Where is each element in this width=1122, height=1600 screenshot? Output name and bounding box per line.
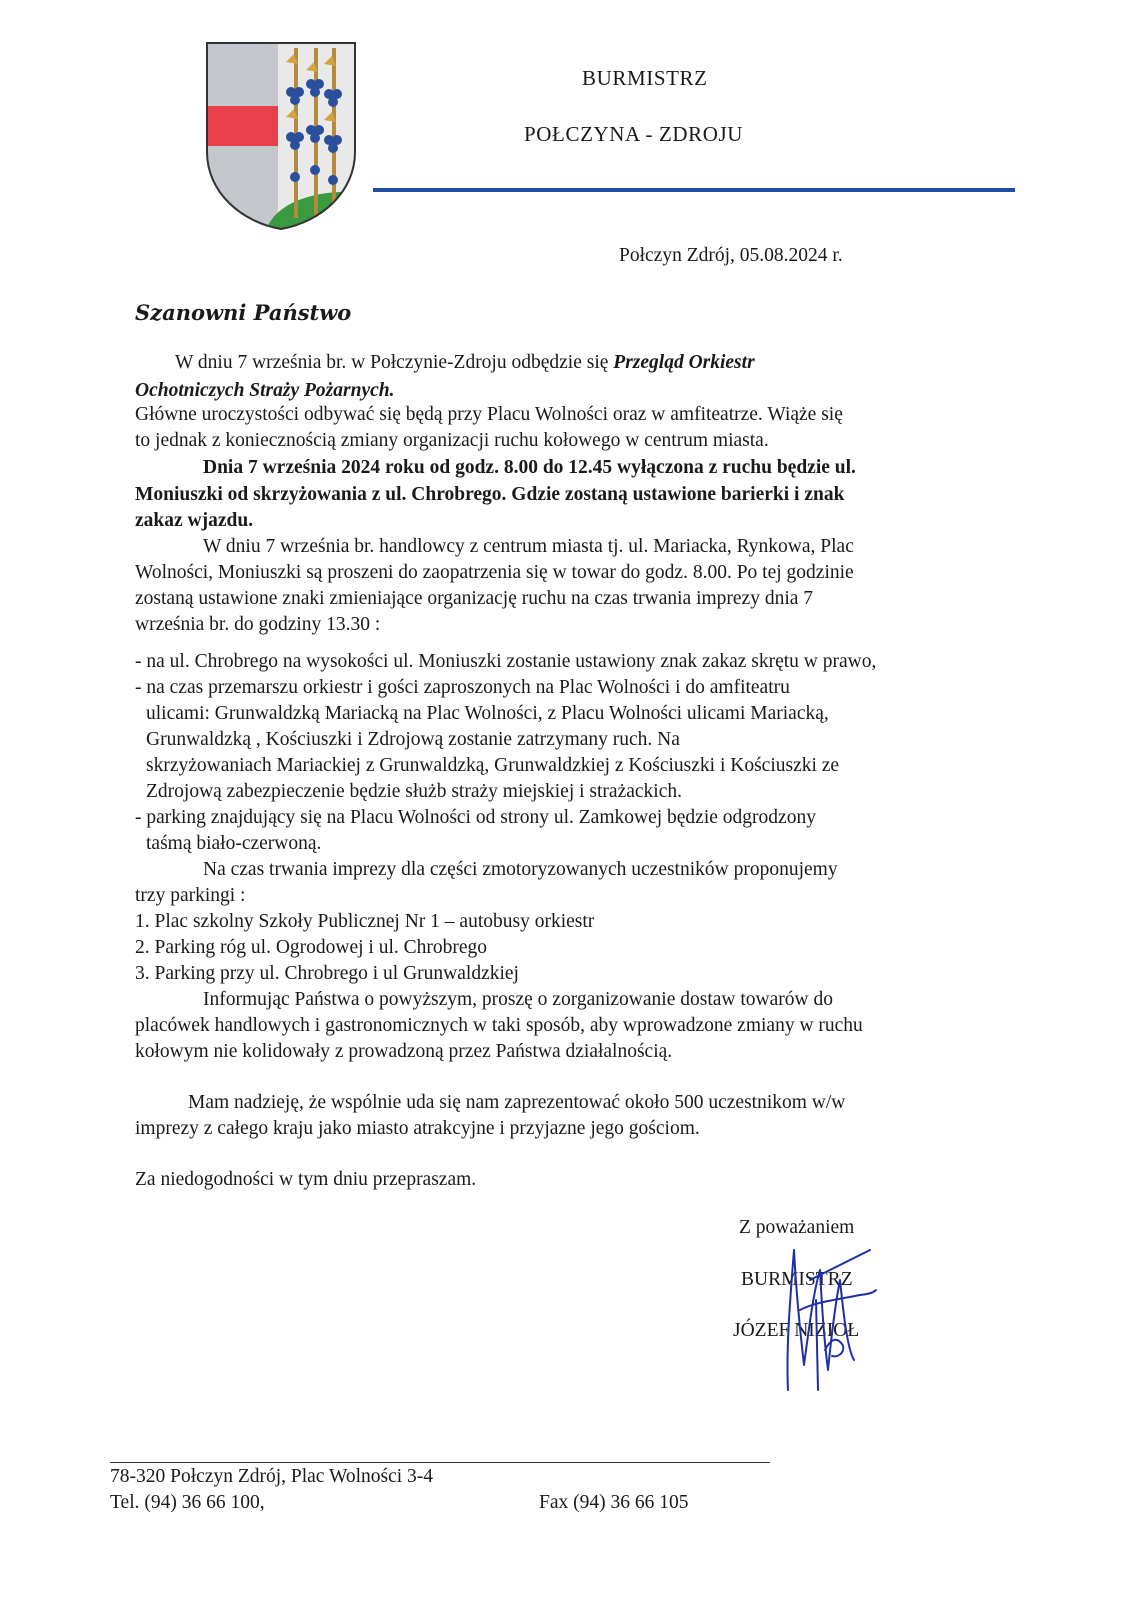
salutation: Szanowni Państwo xyxy=(135,300,352,325)
body-line-bold: Dnia 7 września 2024 roku od godz. 8.00 do 12.45 wyłączona z ruchu będzie ul. xyxy=(203,457,856,478)
body-line: W dniu 7 września br. handlowcy z centrum miasta tj. ul. Mariacka, Rynkowa, Plac xyxy=(203,536,854,557)
handwritten-signature-icon xyxy=(770,1240,880,1400)
body-line: Na czas trwania imprezy dla części zmotoryzowanych uczestników proponujemy xyxy=(203,859,838,880)
list-item: - na ul. Chrobrego na wysokości ul. Moniuszki zostanie ustawiony znak zakaz skrętu w prawo, xyxy=(135,651,877,672)
letter-date: Połczyn Zdrój, 05.08.2024 r. xyxy=(619,245,843,266)
parking-item: 1. Plac szkolny Szkoły Publicznej Nr 1 – autobusy orkiestr xyxy=(135,911,595,932)
body-line-bold: Moniuszki od skrzyżowania z ul. Chrobrego. Gdzie zostaną ustawione barierki i znak xyxy=(135,484,845,505)
body-line: zostaną ustawione znaki zmieniające organizację ruchu na czas trwania imprezy dnia 7 xyxy=(135,588,814,609)
header-title: BURMISTRZ xyxy=(582,66,708,90)
list-item-cont: Grunwaldzką , Kościuszki i Zdrojową zostanie zatrzymany ruch. Na xyxy=(146,729,680,750)
header-subtitle: POŁCZYNA - ZDROJU xyxy=(524,122,744,146)
body-line: Główne uroczystości odbywać się będą przy Placu Wolności oraz w amfiteatrze. Wiąże się xyxy=(135,404,843,425)
parking-item: 2. Parking róg ul. Ogrodowej i ul. Chrobrego xyxy=(135,937,488,958)
footer-fax: Fax (94) 36 66 105 xyxy=(539,1492,689,1513)
body-line: Za niedogodności w tym dniu przepraszam. xyxy=(135,1169,477,1190)
list-item-cont: Zdrojową zabezpieczenie będzie służb straży miejskiej i strażackich. xyxy=(146,781,682,802)
body-line: kołowym nie kolidowały z prowadzoną przez Państwa działalnością. xyxy=(135,1041,673,1062)
footer-phone: Tel. (94) 36 66 100, xyxy=(110,1492,265,1513)
footer-divider xyxy=(110,1462,770,1463)
body-line: placówek handlowych i gastronomicznych w taki sposób, aby wprowadzone zmiany w ruchu xyxy=(135,1015,863,1036)
body-line: trzy parkingi : xyxy=(135,885,246,906)
body-line: Mam nadzieję, że wspólnie uda się nam zaprezentować około 500 uczestnikom w/w xyxy=(188,1092,846,1113)
closing-name: JÓZEF NIZIOŁ xyxy=(733,1320,860,1341)
body-line: września br. do godziny 13.30 : xyxy=(135,614,381,635)
body-line: Wolności, Moniuszki są proszeni do zaopatrzenia się w towar do godz. 8.00. Po tej godzinie xyxy=(135,562,854,583)
list-item: - parking znajdujący się na Placu Wolności od strony ul. Zamkowej będzie odgrodzony xyxy=(135,807,816,828)
header-divider xyxy=(373,188,1015,192)
closing-regards: Z poważaniem xyxy=(739,1217,855,1238)
body-line: imprezy z całego kraju jako miasto atrakcyjne i przyjazne jego gościom. xyxy=(135,1118,700,1139)
event-name: Przegląd Orkiestr xyxy=(613,352,755,373)
event-name-cont: Ochotniczych Straży Pożarnych. xyxy=(135,380,395,401)
list-item-cont: skrzyżowaniach Mariackiej z Grunwaldzką, Grunwaldzkiej z Kościuszki i Kościuszki ze xyxy=(146,755,840,776)
body-line: Informując Państwa o powyższym, proszę o zorganizowanie dostaw towarów do xyxy=(203,989,833,1010)
parking-item: 3. Parking przy ul. Chrobrego i ul Grunwaldzkiej xyxy=(135,963,519,984)
body-line: W dniu 7 września br. w Połczynie-Zdroju odbędzie się Przegląd Orkiestr xyxy=(175,352,755,373)
list-item: - na czas przemarszu orkiestr i gości zaproszonych na Plac Wolności i do amfiteatru xyxy=(135,677,790,698)
coat-of-arms-icon xyxy=(206,42,356,230)
closing-title: BURMISTRZ xyxy=(741,1269,853,1290)
body-line-bold: zakaz wjazdu. xyxy=(135,510,254,531)
list-item-cont: ulicami: Grunwaldzką Mariacką na Plac Wolności, z Placu Wolności ulicami Mariacką, xyxy=(146,703,829,724)
body-line: to jednak z koniecznością zmiany organizacji ruchu kołowego w centrum miasta. xyxy=(135,430,769,451)
footer-address: 78-320 Połczyn Zdrój, Plac Wolności 3-4 xyxy=(110,1466,434,1487)
list-item-cont: taśmą biało-czerwoną. xyxy=(146,833,322,854)
